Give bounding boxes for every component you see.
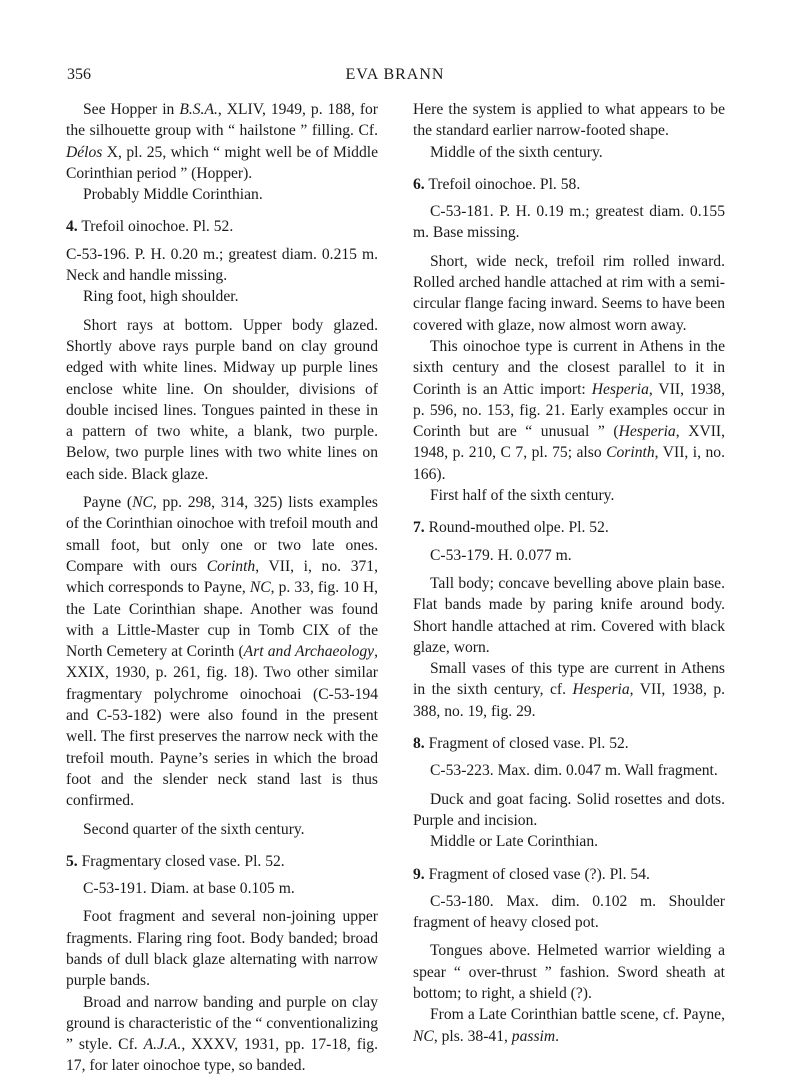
text-run: This oinochoe type is current in Athens in the sixth century and the closest parallel to it in Corinth is an Attic import: xyxy=(413,337,725,398)
entry-number: 5. xyxy=(66,852,78,870)
text-run: First half of the sixth century. xyxy=(430,487,615,505)
paragraph xyxy=(413,201,725,244)
paragraph xyxy=(413,485,725,506)
entry-number: 4. xyxy=(66,218,78,236)
paragraph xyxy=(413,831,725,852)
text-run: , p. 33, fig. 10 H, the Late Corinthian shape. Another was found with a Little-Master cup in Tomb CIX of the North Cemetery at Corinth ( xyxy=(66,579,378,661)
italic-text: NC xyxy=(249,579,271,597)
text-run: Middle or Late Corinthian. xyxy=(430,833,599,851)
italic-text: NC xyxy=(413,1027,434,1045)
text-run: , XVII, 1948, p. 210, C 7, pl. 75; also xyxy=(413,423,726,462)
entry-title: Fragment of closed vase (?). Pl. 54. xyxy=(424,865,650,883)
text-run: Tongues above. Helmeted warrior wielding a spear “ over-thrust ” fashion. Sword sheath at bottom; to right, a shield (?). xyxy=(413,942,725,1002)
italic-text: Délos xyxy=(66,143,103,161)
text-run: Second quarter of the sixth century. xyxy=(83,820,305,838)
text-run: Short rays at bottom. Upper body glazed. Shortly above rays purple band on clay ground edged with white lines. Midway up purple lines enclose white line. On shoulder, divisions of double incised lines. Tongues painted in these in a pattern of two white, a blank, two purple. Below, two purple lines with two white lines on each side. Black glaze. xyxy=(66,316,378,483)
paragraph xyxy=(66,99,378,184)
catalog-entry-heading xyxy=(66,216,378,237)
italic-text: Art and Archaeology xyxy=(243,643,375,661)
paragraph xyxy=(413,760,725,781)
paragraph xyxy=(66,819,378,840)
paragraph xyxy=(66,492,378,811)
text-run: C-53-223. Max. dim. 0.047 m. Wall fragment. xyxy=(430,762,718,780)
left-column xyxy=(66,99,378,1077)
text-run: C-53-196. P. H. 0.20 m.; greatest diam. 0.215 m. Neck and handle missing. xyxy=(66,245,378,285)
text-run: . xyxy=(555,1027,560,1045)
paragraph xyxy=(413,142,725,163)
paragraph xyxy=(413,940,725,1004)
italic-text: Hesperia xyxy=(572,681,630,699)
text-run: , pls. 38-41, xyxy=(433,1027,512,1045)
text-run: , VII, 1938, p. 388, no. 19, fig. 29. xyxy=(413,681,726,720)
paragraph xyxy=(66,244,378,287)
paragraph xyxy=(66,992,378,1077)
text-run: See Hopper in xyxy=(83,101,180,118)
text-run: Here the system is applied to what appears to be the standard earlier narrow-footed shape. xyxy=(413,101,725,140)
text-run: , VII, 1938, p. 596, no. 153, fig. 21. Early examples occur in Corinth but are “ unusual ” ( xyxy=(413,380,726,441)
text-run: Ring foot, high shoulder. xyxy=(83,288,239,306)
text-run: , XLIV, 1949, p. 188, for the silhouette group with “ hailstone ” filling. Cf. xyxy=(66,101,378,140)
text-run: C-53-191. Diam. at base 0.105 m. xyxy=(83,880,295,898)
page-number: 356 xyxy=(67,66,91,83)
paragraph xyxy=(66,286,378,307)
text-run: , VII, i, no. 166). xyxy=(413,444,725,483)
paragraph xyxy=(413,658,725,722)
entry-title: Round-mouthed olpe. Pl. 52. xyxy=(424,519,609,537)
paragraph xyxy=(413,99,725,142)
paragraph xyxy=(413,1004,725,1047)
entry-title: Trefoil oinochoe. Pl. 58. xyxy=(424,175,581,193)
paragraph xyxy=(66,906,378,991)
text-run: Small vases of this type are current in Athens in the sixth century, cf. xyxy=(413,660,725,699)
paragraph xyxy=(413,251,725,336)
paragraph xyxy=(413,573,725,658)
italic-text: B.S.A. xyxy=(179,101,218,118)
italic-text: A.J.A. xyxy=(143,1036,182,1054)
text-run: X, pl. 25, which “ might well be of Middle Corinthian period ” (Hopper). xyxy=(66,143,378,182)
running-head: EVA BRANN xyxy=(345,66,445,83)
text-run: Payne ( xyxy=(83,494,133,512)
italic-text: Corinth xyxy=(206,557,256,575)
paragraph xyxy=(413,789,725,832)
right-column xyxy=(413,99,725,1047)
text-run: Probably Middle Corinthian. xyxy=(83,186,263,204)
italic-text: Corinth xyxy=(606,444,655,462)
catalog-entry-heading xyxy=(413,733,725,754)
entry-number: 9. xyxy=(413,865,425,883)
text-run: Foot fragment and several non-joining upper fragments. Flaring ring foot. Body banded; broad bands of dull black glaze alternating with narrow purple bands. xyxy=(66,908,378,990)
text-run: , pp. 298, 314, 325) lists examples of the Corinthian oinochoe with trefoil mouth and small foot, but only one or two late ones. Compare with ours xyxy=(66,494,378,575)
text-run: Broad and narrow banding and purple on clay ground is characteristic of the “ conventionalizing ” style. Cf. xyxy=(66,993,378,1054)
italic-text: NC xyxy=(132,494,153,512)
text-run: , VII, i, no. 371, which corresponds to Payne, xyxy=(66,557,378,597)
text-run: Duck and goat facing. Solid rosettes and dots. Purple and incision. xyxy=(413,790,725,829)
entry-title: Fragment of closed vase. Pl. 52. xyxy=(424,735,629,753)
italic-text: Hesperia xyxy=(618,423,676,441)
italic-text: Hesperia xyxy=(591,380,649,398)
catalog-entry-heading xyxy=(66,851,378,872)
paragraph xyxy=(66,315,378,485)
catalog-entry-heading xyxy=(413,517,725,538)
entry-title: Fragmentary closed vase. Pl. 52. xyxy=(77,852,285,870)
entry-number: 6. xyxy=(413,175,425,193)
entry-number: 8. xyxy=(413,735,425,753)
paragraph xyxy=(413,545,725,566)
text-run: From a Late Corinthian battle scene, cf. Payne, xyxy=(430,1006,725,1024)
text-run: , XXXV, 1931, pp. 17-18, fig. 17, for later oinochoe type, so banded. xyxy=(66,1036,378,1075)
text-run: Middle of the sixth century. xyxy=(430,143,603,161)
paragraph xyxy=(413,336,725,485)
text-run: Tall body; concave bevelling above plain base. Flat bands made by paring knife around body. Short handle attached at rim. Covered with black glaze, worn. xyxy=(413,574,725,656)
text-run: C-53-181. P. H. 0.19 m.; greatest diam. 0.155 m. Base missing. xyxy=(413,203,725,242)
italic-text: passim xyxy=(511,1027,556,1045)
entry-number: 7. xyxy=(413,519,425,537)
entry-title: Trefoil oinochoe. Pl. 52. xyxy=(77,218,234,236)
catalog-entry-heading xyxy=(413,864,725,885)
text-run: C-53-179. H. 0.077 m. xyxy=(430,546,572,564)
text-run: Short, wide neck, trefoil rim rolled inward. Rolled arched handle attached at rim with a semi-circular flange facing inward. Seems to have been covered with glaze, now almost worn away. xyxy=(413,252,725,334)
paragraph xyxy=(413,891,725,934)
catalog-entry-heading xyxy=(413,174,725,195)
paragraph xyxy=(66,184,378,205)
text-run: , XXIX, 1930, p. 261, fig. 18). Two other similar fragmentary polychrome oinochoai (C-53-194 and C-53-182) were also found in the present well. The first preserves the narrow neck with the trefoil mouth. Payne’s series in which the broad foot and the slender neck stand last is thus confirmed. xyxy=(66,643,378,810)
paragraph xyxy=(66,878,378,899)
text-run: C-53-180. Max. dim. 0.102 m. Shoulder fragment of heavy closed pot. xyxy=(413,892,725,932)
